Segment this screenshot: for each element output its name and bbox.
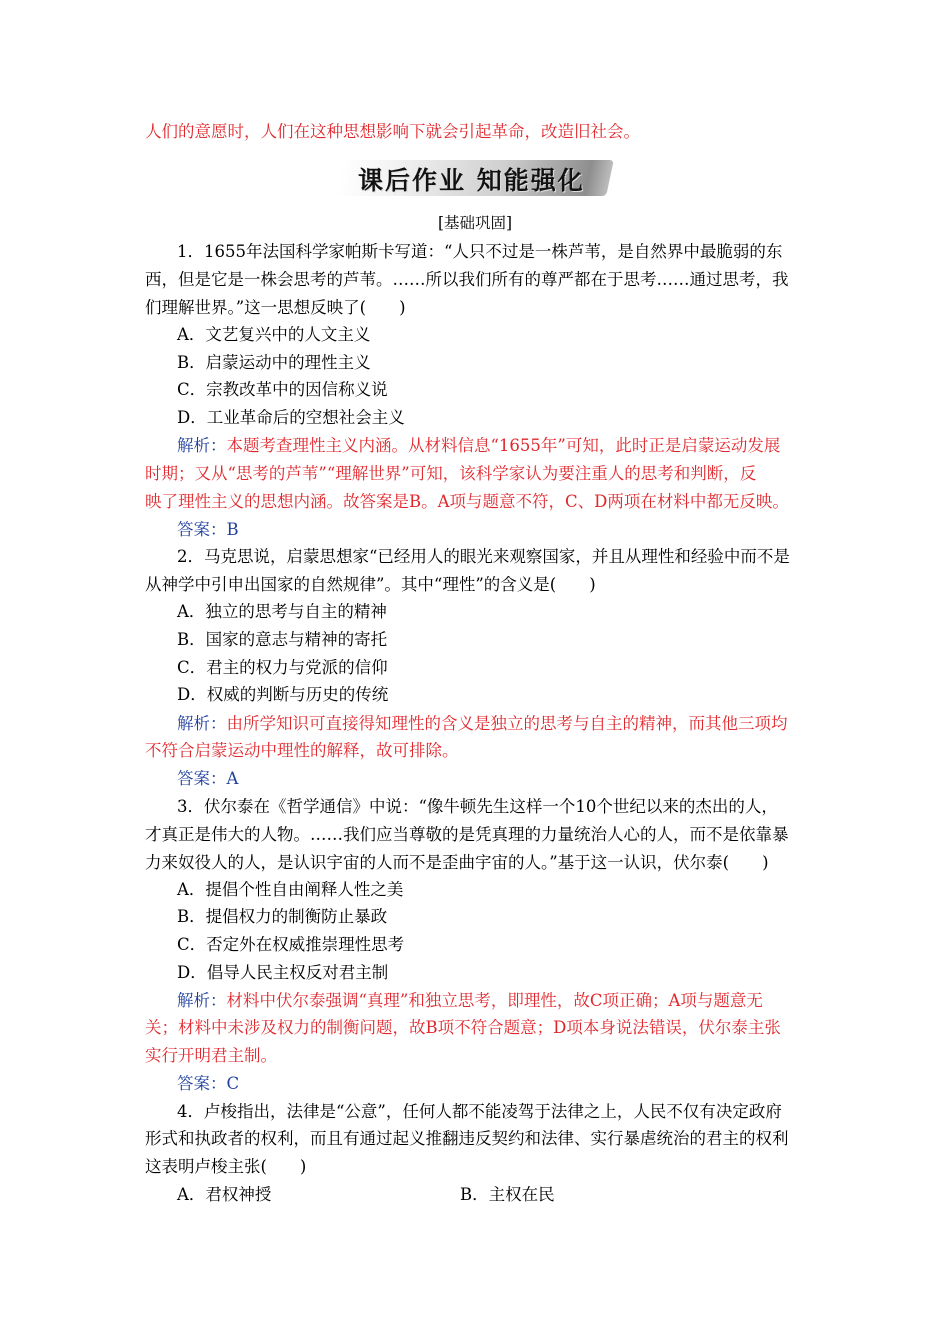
q1-option-a: A．文艺复兴中的人文主义 [177,325,371,344]
q4-line: 形式和执政者的权利，而且有通过起义推翻违反契约和法律、实行暴虐统治的君主的权利 [145,1129,789,1148]
analysis-label: 解析： [177,714,227,733]
q3-option-c: C．否定外在权威推崇理性思考 [177,935,405,954]
q3-option-b: B．提倡权力的制衡防止暴政 [177,907,388,926]
analysis-label: 解析： [177,991,227,1010]
q1-analysis-line: 映了理性主义的思想内涵。故答案是B。A项与题意不符，C、D两项在材料中都无反映。 [145,492,789,511]
q2-analysis-line [177,710,842,738]
banner-title: 课后作业 知能强化 [358,166,585,195]
q3-line: 力来奴役人的人，是认识宇宙的人而不是歪曲宇宙的人。”基于这一认识，伏尔泰( ) [145,853,769,872]
q3-line: 才真正是伟大的人物。……我们应当尊敬的是凭真理的力量统治人心的人，而不是依靠暴 [145,825,789,844]
q1-option-b: B．启蒙运动中的理性主义 [177,353,371,372]
q2-option-c: C．君主的权力与党派的信仰 [177,658,388,677]
q2-line: 从神学中引申出国家的自然规律”。其中“理性”的含义是( ) [145,575,596,594]
q3-analysis-line: 关；材料中未涉及权力的制衡问题，故B项不符合题意；D项本身说法错误，伏尔泰主张 [145,1018,781,1037]
q2-option-d: D．权威的判断与历史的传统 [177,685,389,704]
analysis-text: 材料中伏尔泰强调“真理”和独立思考，即理性，故C项正确；A项与题意无 [226,991,763,1010]
q4-option-b: B．主权在民 [460,1185,555,1204]
q1-answer: 答案：B [177,520,239,539]
q3-option-a: A．提倡个性自由阐释人性之美 [177,880,404,899]
continued-text: 人们的意愿时，人们在这种思想影响下就会引起革命，改造旧社会。 [145,122,640,141]
section-heading: [基础巩固] [437,214,513,232]
q2-option-a: A．独立的思考与自主的精神 [177,602,387,621]
q1-analysis-line [177,432,842,460]
q2-line: 2．马克思说，启蒙思想家“已经用人的眼光来观察国家，并且从理性和经验中而不是 [177,547,790,566]
q2-option-b: B．国家的意志与精神的寄托 [177,630,388,649]
q4-line: 4．卢梭指出，法律是“公意”，任何人都不能凌驾于法律之上，人民不仅有决定政府 [177,1102,782,1121]
q1-option-d: D．工业革命后的空想社会主义 [177,408,405,427]
q1-analysis-line: 时期；又从“思考的芦苇”“理解世界”可知，该科学家认为要注重人的思考和判断，反 [145,464,757,483]
q4-option-a: A．君权神授 [177,1185,272,1204]
q2-analysis-line: 不符合启蒙运动中理性的解释，故可排除。 [145,741,459,760]
section-banner [328,150,628,206]
analysis-text: 本题考查理性主义内涵。从材料信息“1655年”可知，此时正是启蒙运动发展 [226,436,781,455]
q3-option-d: D．倡导人民主权反对君主制 [177,963,389,982]
q3-answer: 答案：C [177,1074,240,1093]
q3-analysis-line: 实行开明君主制。 [145,1046,277,1065]
q1-line: 1．1655年法国科学家帕斯卡写道：“人只不过是一株芦苇，是自然界中最脆弱的东 [177,242,783,261]
q3-analysis-line [177,987,842,1015]
analysis-label: 解析： [177,436,227,455]
q1-line: 西，但是它是一株会思考的芦苇。……所以我们所有的尊严都在于思考……通过思考，我 [145,270,789,289]
q1-option-c: C．宗教改革中的因信称义说 [177,380,388,399]
analysis-text: 由所学知识可直接得知理性的含义是独立的思考与自主的精神，而其他三项均 [226,714,788,733]
q1-line: 们理解世界。”这一思想反映了( ) [145,298,406,317]
q4-line: 这表明卢梭主张( ) [145,1157,307,1176]
q2-answer: 答案：A [177,769,239,788]
q3-line: 3．伏尔泰在《哲学通信》中说：“像牛顿先生这样一个10个世纪以来的杰出的人， [177,797,778,816]
